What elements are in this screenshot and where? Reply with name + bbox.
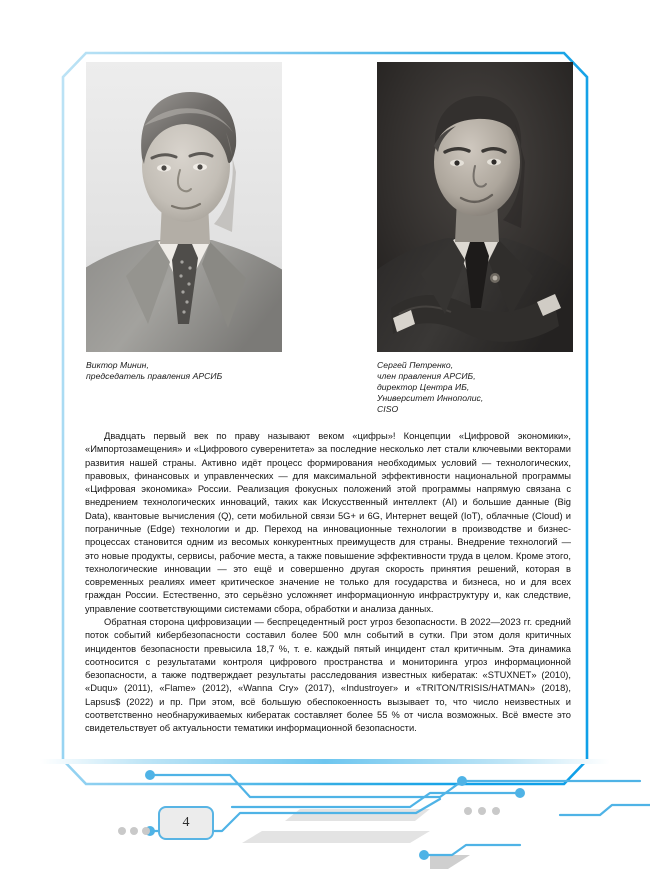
caption-viktor-minin xyxy=(86,360,326,382)
page-number xyxy=(158,806,214,840)
portrait-viktor-minin xyxy=(86,62,282,352)
caption-line: директор Центра ИБ, xyxy=(377,382,470,393)
caption-line: Сергей Петренко, xyxy=(377,360,454,370)
article-paragraph: Обратная сторона цифровизации — беспрецедентный рост угроз безопасности. В 2022—2023 гг. средний поток событий кибербезопасности составил более 500 млн событий в сутки. При этом доля критичных инцидентов безопасности превысила 18,7 %, т. е. каждый пятый инцидент стал критичным. Эта динамика соотносится с результатами контроля цифрового пространства и мониторинга угроз информационной безопасности, а также подтверждает результаты расследования известных кибератак: «STUXNET» (2010), «Duqu» (2011), «Flame» (2012), «Wanna Cry» (2017), «Industroyer» и «TRITON/TRISIS/HATMAN» (2018), Lapsus$ (2022) и пр. При этом, всё большую обеспокоенность вызывает то, что число неизвестных и соответственно необнаруживаемых кибератак составляет более 55 % от числа возможных. Всё вместе это свидетельствует об актуальности тематики информационной безопасности. xyxy=(85,616,571,734)
footer-decoration xyxy=(0,759,650,869)
page-number-value: 4 xyxy=(182,815,190,830)
caption-line: Виктор Минин, xyxy=(86,360,149,370)
article-body xyxy=(85,430,571,735)
caption-line: член правления АРСИБ, xyxy=(377,371,476,382)
portrait-right-image xyxy=(377,62,573,352)
caption-line: председатель правления АРСИБ xyxy=(86,371,223,382)
portrait-sergey-petrenko xyxy=(377,62,573,352)
caption-sergey-petrenko xyxy=(377,360,577,415)
caption-line: Университет Иннополис, xyxy=(377,393,484,404)
portrait-left-image xyxy=(86,62,282,352)
portrait-row xyxy=(0,0,650,360)
footer-circuit-svg xyxy=(0,759,650,869)
article-paragraph: Двадцать первый век по праву называют веком «цифры»! Концепции «Цифровой экономики», «Импортозамещения» и «Цифрового суверенитета» за последние несколько лет стали ключевыми векторами развития нашей страны. Активно идёт процесс формирования необходимых условий — технологических, правовых, финансовых и управленческих — для максимальной эффективности национальной программы «Цифровая экономика» России. Реализация фокусных положений этой программы напрямую связана с внедрением технологических инноваций, таких как Искусственный интеллект (AI) и большие данные (Big Data), квантовые вычисления (Q), сети мобильной связи 5G+ и 6G, Интернет вещей (IoT), облачные (Cloud) и пограничные (Edge) технологии и др. Переход на инновационные технологии в производстве и бизнес-процессах становится одним из весомых конкурентных преимуществ для страны. Внедрение технологий — это новые продукты, сервисы, рабочие места, а также повышение эффективности труда в целом. Кроме этого, технологические инновации — это ещё и совершенно другая скорость принятия решений, которая в современных реалиях имеет критическое значение не только для государства и бизнеса, но и для всех граждан России. Естественно, это серьёзно усложняет информационную инфраструктуру и, как следствие, управление соответствующими системами сбора, обработки и анализа данных. xyxy=(85,431,571,614)
caption-line: CISO xyxy=(377,404,399,415)
